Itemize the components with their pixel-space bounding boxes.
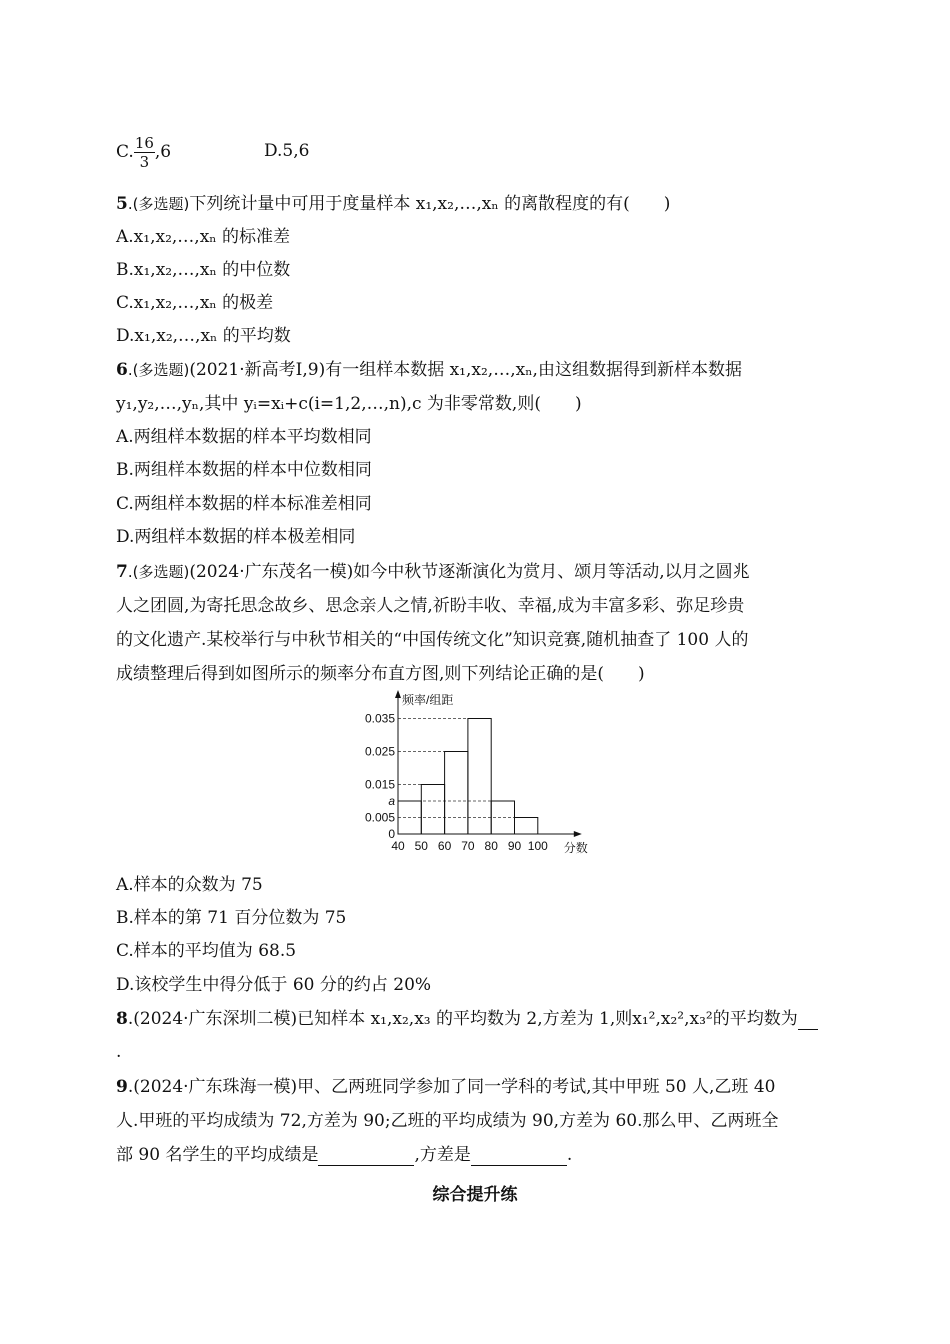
fraction-numerator: 16 (134, 134, 154, 152)
x-tick-label: 100 (527, 839, 548, 853)
q8-stem-line1 (116, 1008, 818, 1030)
q5-option-b: B.x₁,x₂,…,xₙ 的中位数 (116, 260, 291, 280)
question-text: 部 90 名学生的平均成绩是 (116, 1145, 319, 1165)
q9-stem-line1 (116, 1076, 775, 1098)
q7-stem-line3: 的文化遗产.某校举行与中秋节相关的“中国传统文化”知识竞赛,随机抽查了 100 人的 (116, 630, 749, 650)
q5-option-c: C.x₁,x₂,…,xₙ 的极差 (116, 293, 274, 313)
q7-option-d: D.该校学生中得分低于 60 分的约占 20% (116, 975, 432, 995)
question-type-tag: .(多选题) (127, 195, 190, 213)
q4-option-c-prefix: C. (116, 142, 134, 162)
x-tick-label: 60 (437, 839, 452, 853)
q7-option-c: C.样本的平均值为 68.5 (116, 941, 297, 961)
question-text: (2021·新高考Ⅰ,9)有一组样本数据 x₁,x₂,…,xₙ,由这组数据得到新样本数据 (189, 360, 742, 380)
question-text: ,方差是 (414, 1145, 471, 1165)
q6-stem-line1 (116, 359, 742, 381)
histogram-bar (468, 719, 491, 835)
q6-option-b: B.两组样本数据的样本中位数相同 (116, 460, 372, 480)
question-text: 下列统计量中可用于度量样本 x₁,x₂,…,xₙ 的离散程度的有( ) (189, 194, 671, 214)
y-tick-label: 0.005 (364, 810, 395, 825)
y-tick-label: 0.025 (364, 744, 395, 759)
question-text-tail: 的平均数为 (712, 1009, 798, 1029)
q9-stem-line3 (116, 1144, 572, 1166)
q5-stem (116, 193, 670, 215)
x-tick-label: 90 (507, 839, 522, 853)
q4-option-c-fraction (134, 134, 155, 171)
q4-option-c-suffix: ,6 (154, 142, 172, 162)
y-axis-arrow-icon (395, 690, 401, 698)
q8-stem-line2: . (116, 1042, 122, 1062)
squared-samples: x₁²,x₂²,x₃² (632, 1009, 713, 1029)
y-tick-label: a (388, 794, 395, 808)
frequency-histogram (350, 688, 600, 858)
q7-stem-line4: 成绩整理后得到如图所示的频率分布直方图,则下列结论正确的是( ) (116, 664, 645, 684)
q6-option-c: C.两组样本数据的样本标准差相同 (116, 494, 372, 514)
q7-stem-line2: 人之团圆,为寄托思念故乡、思念亲人之情,祈盼丰收、幸福,成为丰富多彩、弥足珍贵 (116, 596, 745, 616)
question-number: 8 (116, 1009, 128, 1029)
answer-blank-mean[interactable] (318, 1147, 414, 1166)
question-text: .(2024·广东深圳二模)已知样本 x₁,x₂,x₃ 的平均数为 2,方差为 1,则 (127, 1009, 633, 1029)
x-axis-arrow-icon (574, 831, 582, 837)
question-number: 9 (116, 1077, 128, 1097)
answer-blank-variance[interactable] (471, 1147, 567, 1166)
histogram-bar (421, 785, 444, 835)
answer-blank[interactable] (798, 1011, 818, 1030)
fraction-denominator: 3 (139, 153, 150, 171)
q6-option-a: A.两组样本数据的样本平均数相同 (116, 427, 372, 447)
y-axis-label: 频率/组距 (402, 693, 454, 707)
q5-option-a: A.x₁,x₂,…,xₙ 的标准差 (116, 227, 291, 247)
question-number: 5 (116, 194, 128, 214)
question-text: .(2024·广东珠海一模)甲、乙两班同学参加了同一学科的考试,其中甲班 50 人,乙班 40 (127, 1077, 776, 1097)
question-type-tag: .(多选题) (127, 361, 190, 379)
q6-option-d: D.两组样本数据的样本极差相同 (116, 527, 356, 547)
y-tick-label: 0 (388, 827, 395, 841)
q5-option-d: D.x₁,x₂,…,xₙ 的平均数 (116, 326, 291, 346)
y-tick-label: 0.035 (364, 711, 395, 726)
q4-option-d: D.5,6 (264, 141, 310, 161)
q7-stem-line1 (116, 561, 750, 583)
q6-stem-line2: y₁,y₂,…,yₙ,其中 yᵢ=xᵢ+c(i=1,2,…,n),c 为非零常数,则( ) (116, 394, 582, 414)
q4-options (116, 134, 171, 171)
x-tick-label: 80 (484, 839, 498, 853)
x-tick-label: 70 (461, 839, 475, 853)
question-text: . (566, 1145, 573, 1165)
histogram-bar (445, 752, 468, 835)
x-tick-label: 50 (414, 839, 428, 853)
x-tick-label: 40 (391, 839, 405, 853)
x-axis-label: 分数 (563, 841, 588, 855)
question-type-tag: .(多选题) (127, 563, 190, 581)
q7-option-b: B.样本的第 71 百分位数为 75 (116, 908, 347, 928)
histogram-bar (515, 818, 538, 835)
q7-option-a: A.样本的众数为 75 (116, 875, 263, 895)
section-heading: 综合提升练 (432, 1185, 518, 1205)
question-text: (2024·广东茂名一模)如今中秋节逐渐演化为赏月、颂月等活动,以月之圆兆 (189, 562, 750, 582)
y-tick-label: 0.015 (364, 777, 395, 792)
question-number: 6 (116, 360, 128, 380)
q9-stem-line2: 人.甲班的平均成绩为 72,方差为 90;乙班的平均成绩为 90,方差为 60.那么甲、乙两班全 (116, 1111, 779, 1131)
question-number: 7 (116, 562, 128, 582)
